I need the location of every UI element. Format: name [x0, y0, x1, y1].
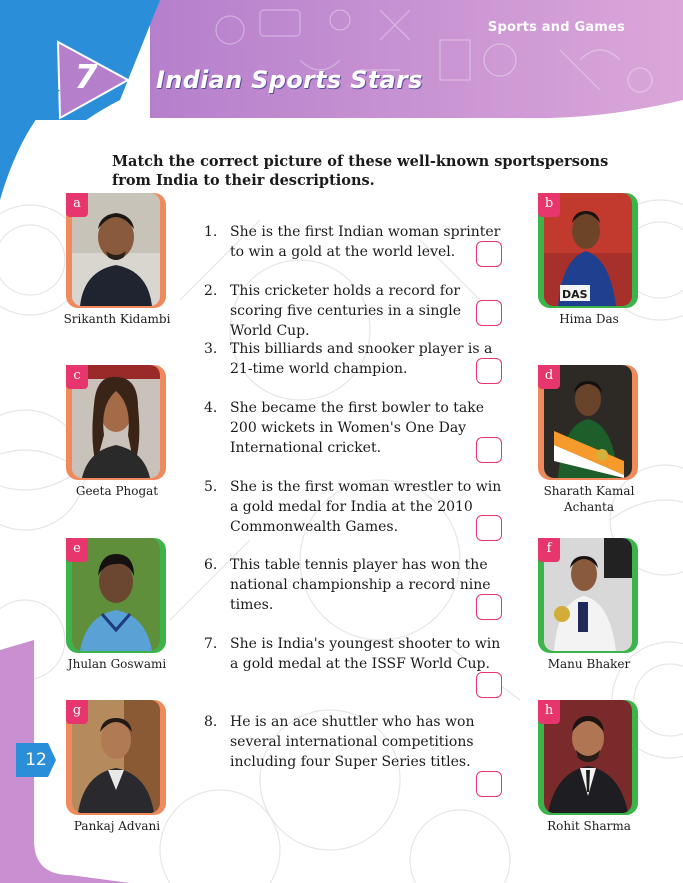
question-text: She is the first woman wrestler to win a gold medal for India at the 2010 Commonwealth Games.	[230, 479, 502, 535]
photo-name: Rohit Sharma	[547, 819, 631, 833]
photo-name: Hima Das	[559, 312, 619, 326]
chapter-title: Indian Sports Stars	[156, 66, 423, 94]
question-text: This table tennis player has won the national championship a record nine times.	[230, 557, 491, 613]
question-number: 8.	[204, 714, 218, 730]
question-number: 5.	[204, 479, 218, 495]
page-number: 12	[25, 750, 47, 770]
chapter-number: 7	[74, 57, 98, 96]
question-number: 1.	[204, 224, 218, 240]
photo-letter: f	[538, 538, 560, 562]
question-number: 3.	[204, 341, 218, 357]
question-text: This cricketer holds a record for scoring five centuries in a single World Cup.	[230, 283, 462, 339]
photo-name: Manu Bhaker	[547, 657, 631, 671]
photo-letter: e	[66, 538, 88, 562]
question-text: This billiards and snooker player is a 21-time world champion.	[230, 341, 493, 377]
question-text: She is the first Indian woman sprinter to win a gold at the world level.	[230, 224, 501, 260]
answer-box-1[interactable]	[476, 241, 502, 267]
photo-letter: g	[66, 700, 88, 724]
photo-letter: a	[66, 193, 88, 217]
section-label: Sports and Games	[487, 20, 625, 35]
blue-corner-shape	[0, 90, 60, 210]
question-text: He is an ace shuttler who has won several international competitions including four Super Series titles.	[230, 714, 475, 770]
photo-letter: b	[538, 193, 560, 217]
photo-letter: h	[538, 700, 560, 724]
photo-name: Sharath Kamal Achanta	[543, 484, 635, 514]
answer-box-5[interactable]	[476, 515, 502, 541]
question-text: She became the first bowler to take 200 wickets in Women's One Day International cricket.	[230, 400, 484, 456]
instruction-text: Match the correct picture of these well-known sportspersons from India to their descriptions.	[112, 153, 609, 189]
shirt-label: DAS	[562, 288, 588, 301]
question-number: 2.	[204, 283, 218, 299]
answer-box-7[interactable]	[476, 672, 502, 698]
answer-box-4[interactable]	[476, 437, 502, 463]
answer-box-2[interactable]	[476, 300, 502, 326]
question-number: 7.	[204, 636, 218, 652]
answer-box-8[interactable]	[476, 771, 502, 797]
question-number: 4.	[204, 400, 218, 416]
header-banner	[0, 0, 683, 120]
answer-box-6[interactable]	[476, 594, 502, 620]
photo-letter: d	[538, 365, 560, 389]
photo-letter: c	[66, 365, 88, 389]
answer-box-3[interactable]	[476, 358, 502, 384]
photo-name: Srikanth Kidambi	[63, 312, 171, 326]
photo-name: Pankaj Advani	[73, 819, 161, 833]
photo-name: Geeta Phogat	[75, 484, 159, 498]
question-number: 6.	[204, 557, 218, 573]
photo-name: Jhulan Goswami	[67, 657, 167, 671]
question-text: She is India's youngest shooter to win a gold medal at the ISSF World Cup.	[230, 636, 501, 672]
